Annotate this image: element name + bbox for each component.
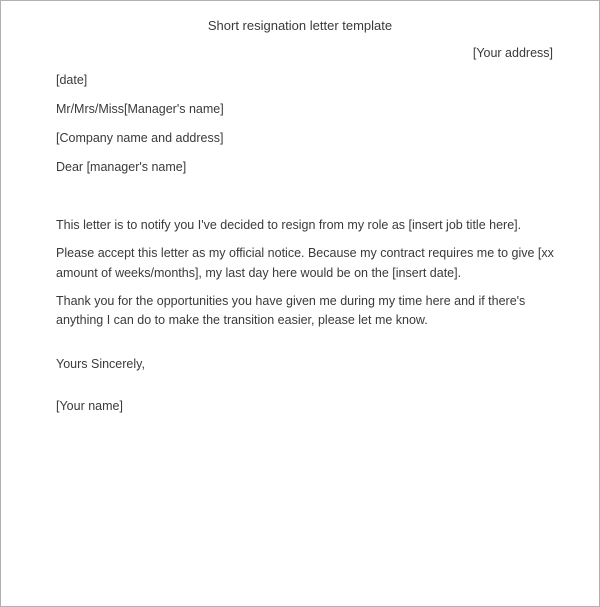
date-placeholder: [date] (56, 73, 88, 87)
salutation-line: Dear [manager's name] (56, 160, 187, 174)
signature-name-placeholder: [Your name] (56, 398, 123, 413)
company-address-line: [Company name and address] (56, 131, 224, 145)
body-paragraph-thanks: Thank you for the opportunities you have given me during my time here and if there's anything I can do to make the transition easier, please let me know. (56, 293, 526, 327)
body-paragraph-resign-notice: This letter is to notify you I've decided to resign from my role as [insert job title here]. (56, 218, 522, 232)
recipient-name-line: Mr/Mrs/Miss[Manager's name] (56, 102, 224, 116)
document-title: Short resignation letter template (207, 18, 393, 33)
letter-body (56, 73, 561, 414)
body-paragraph-official-notice: Please accept this letter as my official notice. Because my contract requires me to give [xx amount of weeks/months], my last day here would be on the [insert date]. (56, 246, 554, 280)
sender-address-placeholder: [Your address] (472, 46, 553, 60)
closing-line: Yours Sincerely, (56, 356, 145, 371)
